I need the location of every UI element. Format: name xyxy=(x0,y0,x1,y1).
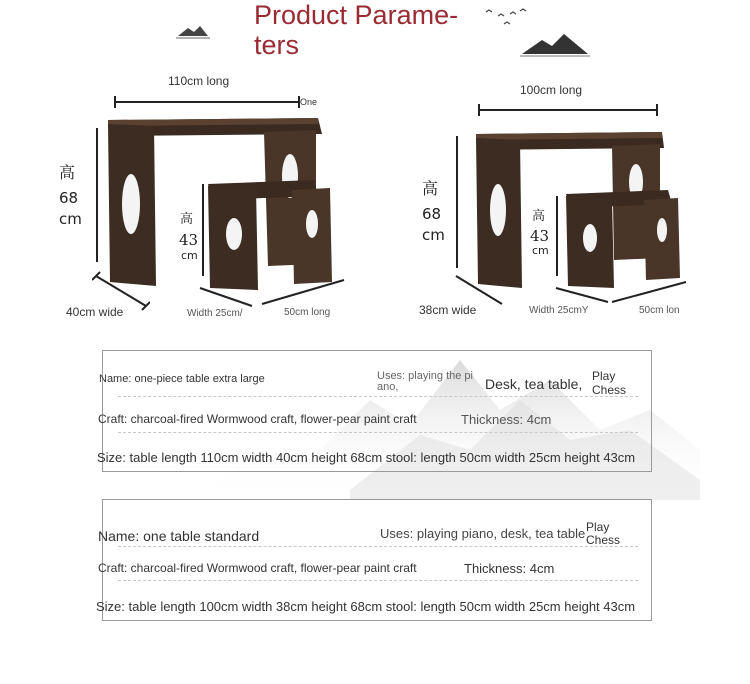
right-stool-height-line xyxy=(556,196,558,276)
left-height-char: 高 xyxy=(59,163,76,182)
right-height-char: 高 xyxy=(422,179,439,198)
mountain-icon-left xyxy=(176,22,210,40)
spec1-name: Name: one-piece table extra large xyxy=(99,373,265,385)
birds-icon xyxy=(484,8,530,30)
right-height-num: 68 xyxy=(422,205,442,223)
right-stool-length-line xyxy=(608,278,690,306)
spec1-separator-2 xyxy=(118,432,638,433)
spec1-uses-extra: Desk, tea table, xyxy=(485,376,583,392)
spec2-craft: Craft: charcoal-fired Wormwood craft, flower-pear paint craft xyxy=(98,561,417,575)
left-one-label: One xyxy=(300,97,318,107)
right-length-label: 100cm long xyxy=(520,83,583,97)
right-stool-width-line xyxy=(552,284,612,306)
left-height-line xyxy=(96,128,98,262)
left-stool-width-label: Width 25cm/ xyxy=(187,308,243,319)
left-length-tick-start xyxy=(114,96,116,108)
right-height-line xyxy=(456,136,458,268)
spec2-size: Size: table length 100cm width 38cm height 68cm stool: length 50cm width 25cm height 43cm xyxy=(96,599,636,614)
left-stool-height-unit: cm xyxy=(181,249,198,262)
right-length-tick-end xyxy=(656,104,658,116)
right-stool-height-num: 43 xyxy=(530,227,550,245)
left-stool-height-char: 高 xyxy=(180,212,194,227)
left-length-line xyxy=(114,101,300,103)
left-height-unit: cm xyxy=(59,210,82,228)
right-stool-height-unit: cm xyxy=(532,244,549,257)
left-stool-width-line xyxy=(196,282,256,310)
right-width-label: 38cm wide xyxy=(419,303,477,317)
mountain-icon-right xyxy=(520,30,590,58)
spec1-thickness: Thickness: 4cm xyxy=(461,412,552,427)
spec2-separator-2 xyxy=(118,580,638,581)
spec2-separator-1 xyxy=(118,546,638,547)
right-length-tick-start xyxy=(478,104,480,116)
left-stool-length-label: 50cm long xyxy=(284,307,331,318)
right-stool-length-label: 50cm lon xyxy=(639,305,680,316)
spec2-play: Play Chess xyxy=(586,520,621,547)
spec1-separator-1 xyxy=(118,396,638,397)
spec2-thickness: Thickness: 4cm xyxy=(464,561,555,576)
left-stool-height-line xyxy=(202,184,204,276)
spec2-name: Name: one table standard xyxy=(98,528,260,544)
right-length-line xyxy=(478,109,658,111)
left-stool-length-line xyxy=(258,276,348,308)
left-stool-height-num: 43 xyxy=(179,231,199,249)
spec1-craft: Craft: charcoal-fired Wormwood craft, flower-pear paint craft xyxy=(98,412,417,426)
page-title: Product Parame- ters xyxy=(254,0,459,60)
spec1-play: Play Chess xyxy=(592,369,627,397)
spec1-uses: Uses: playing the pi ano, xyxy=(377,370,473,393)
left-length-label: 110cm long xyxy=(168,74,230,88)
left-height-num: 68 xyxy=(59,189,79,207)
right-stool-height-char: 高 xyxy=(532,209,546,224)
right-height-unit: cm xyxy=(422,226,445,244)
right-stool-width-label: Width 25cmY xyxy=(529,305,589,316)
spec1-size: Size: table length 110cm width 40cm height 68cm stool: length 50cm width 25cm height 43cm xyxy=(97,450,636,465)
spec2-uses: Uses: playing piano, desk, tea table xyxy=(380,526,586,541)
left-width-label: 40cm wide xyxy=(66,305,124,319)
